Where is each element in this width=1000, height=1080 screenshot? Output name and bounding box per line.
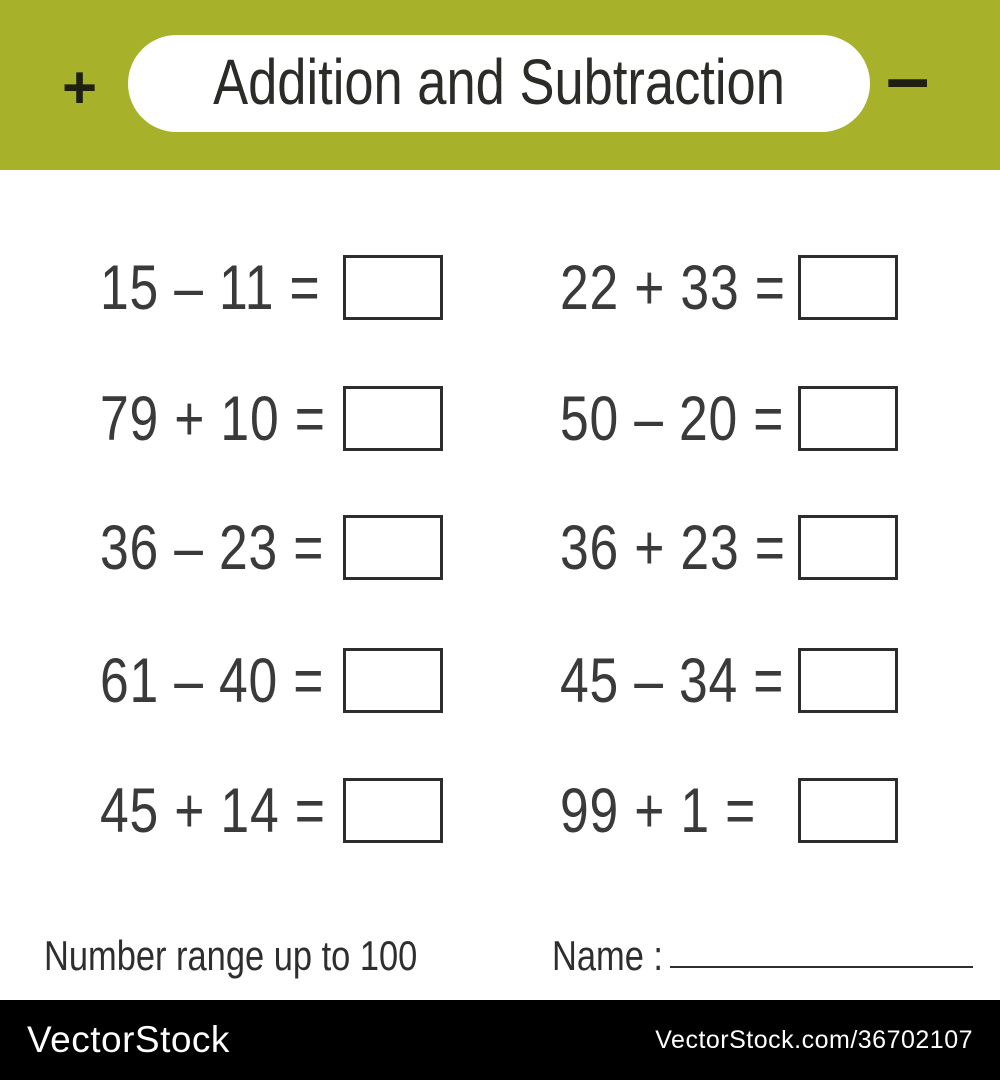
problem-row bbox=[560, 513, 898, 583]
answer-box[interactable] bbox=[343, 386, 443, 451]
name-label: Name : bbox=[552, 932, 664, 979]
answer-box[interactable] bbox=[343, 255, 443, 320]
number-range-label: Number range up to 100 bbox=[44, 932, 418, 979]
problem-expression: 50 – 20 = bbox=[560, 384, 785, 454]
watermark-bar bbox=[0, 1000, 1000, 1080]
header-banner bbox=[0, 0, 1000, 170]
problem-expression: 36 – 23 = bbox=[100, 513, 325, 583]
answer-box[interactable] bbox=[798, 648, 898, 713]
plus-icon: + bbox=[62, 54, 98, 121]
problem-row bbox=[100, 253, 443, 323]
problem-expression: 22 + 33 = bbox=[560, 253, 786, 323]
problem-expression: 15 – 11 = bbox=[100, 253, 321, 323]
problem-expression: 61 – 40 = bbox=[100, 646, 325, 716]
problem-expression: 45 – 34 = bbox=[560, 646, 785, 716]
problem-expression: 36 + 23 = bbox=[560, 513, 786, 583]
vectorstock-url-label: VectorStock.com/36702107 bbox=[655, 1025, 973, 1054]
problem-row bbox=[100, 384, 443, 454]
problem-expression: 45 + 14 = bbox=[100, 776, 326, 846]
answer-box[interactable] bbox=[798, 255, 898, 320]
problem-expression: 79 + 10 = bbox=[100, 384, 326, 454]
problem-row bbox=[100, 513, 443, 583]
answer-box[interactable] bbox=[798, 515, 898, 580]
problem-expression: 99 + 1 = bbox=[560, 776, 757, 846]
answer-box[interactable] bbox=[798, 386, 898, 451]
problem-row bbox=[560, 646, 898, 716]
minus-icon: – bbox=[886, 33, 930, 121]
problem-row bbox=[560, 384, 898, 454]
answer-box[interactable] bbox=[343, 778, 443, 843]
answer-box[interactable] bbox=[343, 515, 443, 580]
problem-row bbox=[560, 776, 898, 846]
name-writing-line[interactable] bbox=[670, 966, 973, 968]
problem-row bbox=[100, 776, 443, 846]
vectorstock-brand-label: VectorStock bbox=[27, 1019, 230, 1060]
title-pill bbox=[128, 35, 870, 132]
problem-row bbox=[100, 646, 443, 716]
problem-row bbox=[560, 253, 898, 323]
page-title: Addition and Subtraction bbox=[213, 46, 785, 118]
answer-box[interactable] bbox=[798, 778, 898, 843]
answer-box[interactable] bbox=[343, 648, 443, 713]
